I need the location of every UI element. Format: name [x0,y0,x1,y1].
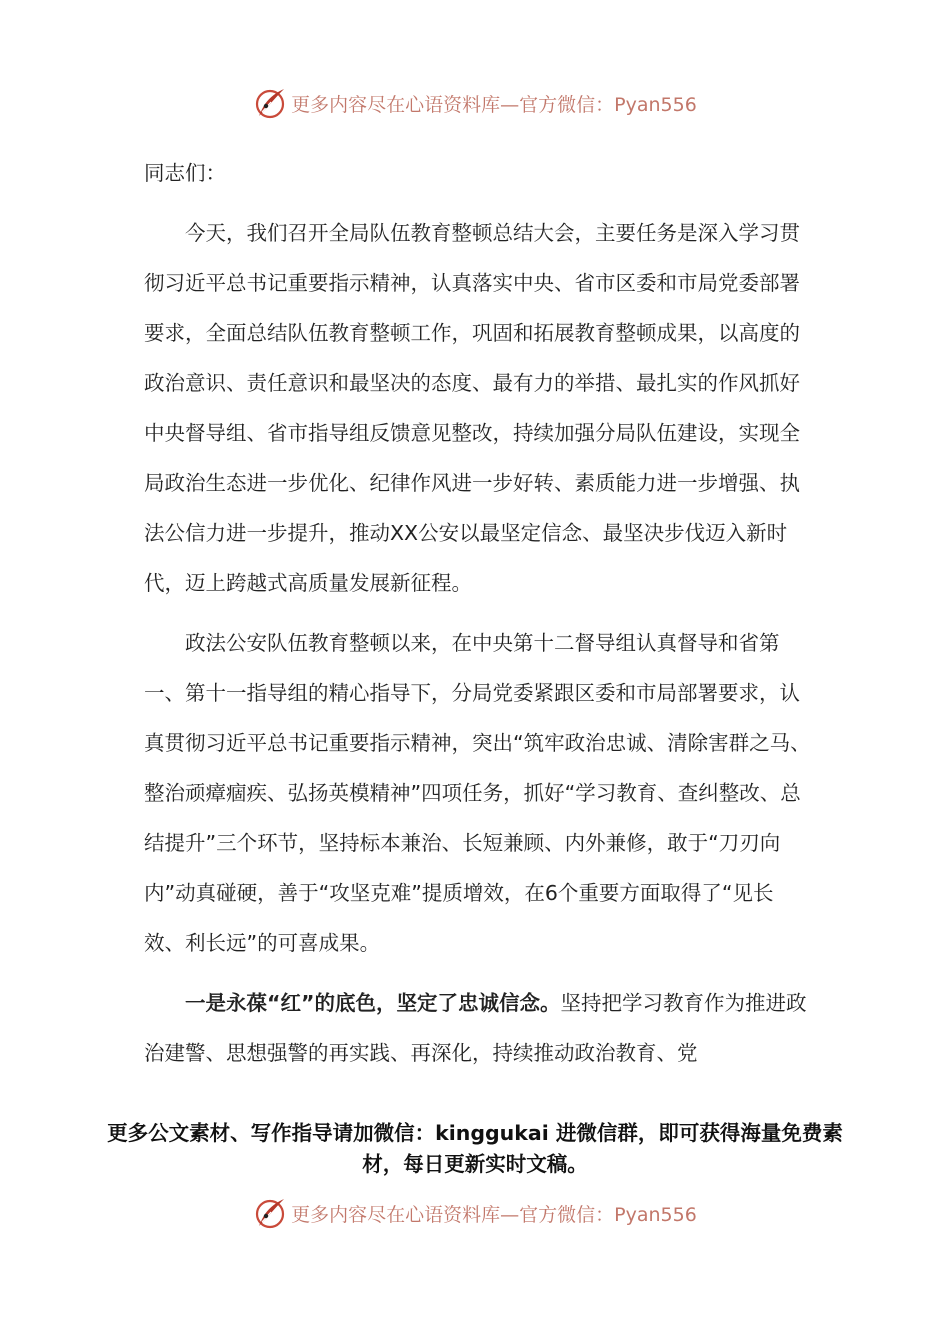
banner-text: 更多内容尽在心语资料库—官方微信：Pyan556 [291,93,697,116]
paragraph-achievements: 政法公安队伍教育整顿以来，在中央第十二督导组认真督导和省第一、第十一指导组的精心指导下，分局党委紧跟区委和市局部署要求，认真贯彻习近平总书记重要指示精神，突出“筑牢政治忠诚、清除害群之马、整治顽瘴痼疾、弘扬英模精神”四项任务，抓好“学习教育、查纠整改、总结提升”三个环节，坚持标本兼治、长短兼顾、内外兼修，敢于“刀刃向内”动真碰硬，善于“攻坚克难”提质增效，在6个重要方面取得了“见长效、利长远”的可喜成果。 [144,631,811,955]
paragraph-point-one [144,978,812,1078]
footer-note: 更多公文素材、写作指导请加微信：kinggukai 进微信群，即可获得海量免费素材，每日更新实时文稿。 [107,1121,843,1176]
point-one-text: 坚持把学习教育作为推进政治建警、思想强警的再实践、再深化，持续推动政治教育、党 [144,991,807,1065]
paragraph-intro: 今天，我们召开全局队伍教育整顿总结大会，主要任务是深入学习贯彻习近平总书记重要指示精神，认真落实中央、省市区委和市局党委部署要求，全面总结队伍教育整顿工作，巩固和拓展教育整顿成果，以高度的政治意识、责任意识和最坚决的态度、最有力的举措、最扎实的作风抓好中央督导组、省市指导组反馈意见整改，持续加强分局队伍建设，实现全局政治生态进一步优化、纪律作风进一步好转、素质能力进一步增强、执法公信力进一步提升，推动XX公安以最坚定信念、最坚决步伐迈入新时代，迈上跨越式高质量发展新征程。 [144,221,800,595]
header-banner [0,83,950,123]
body-text [144,148,812,1078]
banner-text: 更多内容尽在心语资料库—官方微信：Pyan556 [291,1203,697,1226]
salutation: 同志们： [144,161,226,185]
quill-logo-icon [253,86,287,120]
point-one-heading: 一是永葆“红”的底色，坚定了忠诚信念。 [185,991,561,1015]
footer-banner [0,1193,950,1233]
quill-logo-icon [253,1196,287,1230]
